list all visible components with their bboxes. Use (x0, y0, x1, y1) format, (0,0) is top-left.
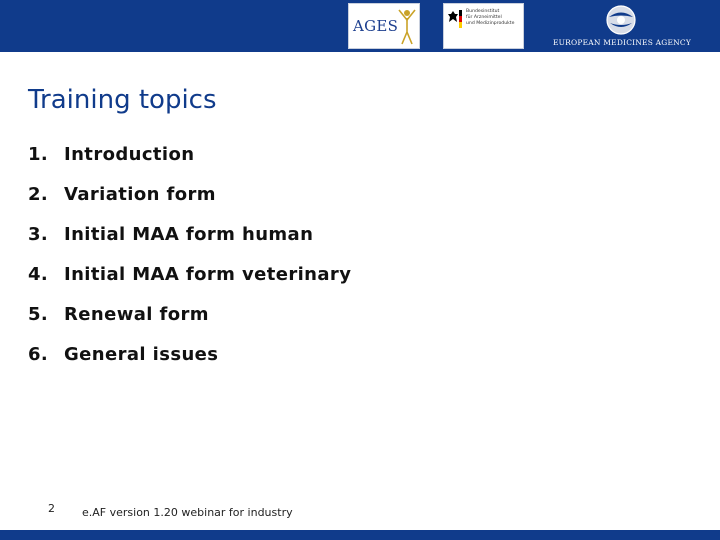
topic-number: 4. (28, 264, 49, 285)
topic-item (28, 183, 351, 223)
ema-globe-icon (605, 4, 637, 36)
bfarm-logo-text: Bundesinstitut für Arzneimittel und Medizinprodukte (466, 9, 515, 26)
topic-label: Introduction (64, 144, 195, 165)
ages-logo (348, 3, 420, 49)
footer-text: e.AF version 1.20 webinar for industry (82, 506, 293, 519)
topic-number: 1. (28, 144, 49, 165)
topic-item (28, 303, 351, 343)
header-bar (0, 0, 720, 52)
topic-item (28, 143, 351, 183)
topic-label: General issues (64, 344, 219, 365)
bfarm-logo (443, 3, 524, 49)
topic-number: 3. (28, 224, 49, 245)
topic-item (28, 263, 351, 303)
topic-label: Variation form (64, 184, 216, 205)
topic-list (28, 143, 351, 383)
topic-item (28, 223, 351, 263)
german-flag-icon (459, 10, 462, 28)
topic-number: 5. (28, 304, 49, 325)
eagle-icon (448, 11, 458, 23)
ages-logo-text: AGES (353, 17, 399, 35)
ema-logo (547, 3, 697, 49)
bottom-bar (0, 530, 720, 540)
page-number: 2 (48, 502, 55, 515)
ema-logo-text: EUROPEAN MEDICINES AGENCY (552, 38, 691, 47)
topic-label: Renewal form (64, 304, 209, 325)
topic-number: 6. (28, 344, 49, 365)
slide-title: Training topics (28, 85, 217, 115)
topic-item (28, 343, 351, 383)
topic-label: Initial MAA form veterinary (64, 264, 352, 285)
ages-figure-icon (397, 8, 417, 46)
topic-number: 2. (28, 184, 49, 205)
topic-label: Initial MAA form human (64, 224, 314, 245)
